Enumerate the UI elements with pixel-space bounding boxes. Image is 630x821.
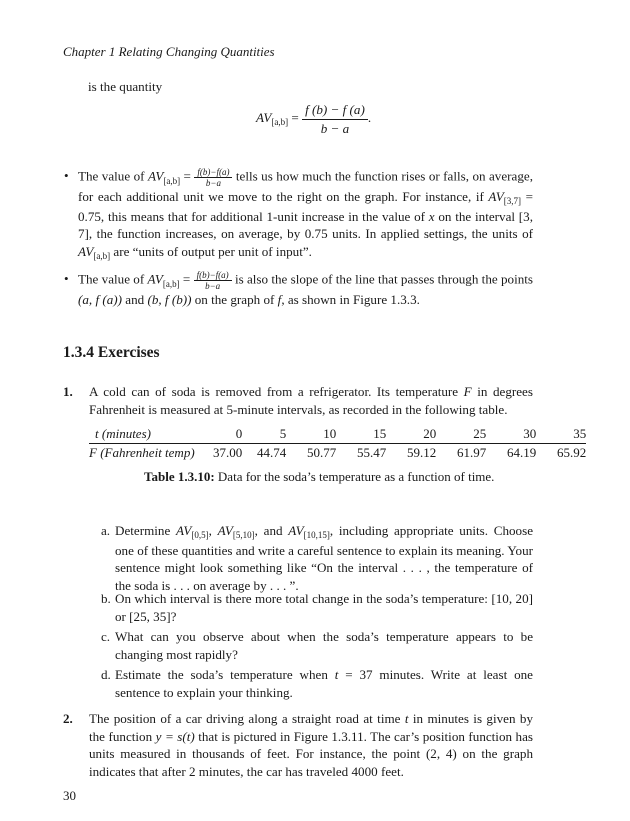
- part-label: a.: [101, 523, 111, 538]
- intro-text: is the quantity: [88, 79, 163, 94]
- exercise-part-c: [101, 628, 533, 663]
- part-text: Estimate the soda’s temperature when: [115, 667, 328, 682]
- av-symbol: AV: [288, 523, 304, 538]
- formula-lhs-sub: [a,b]: [271, 117, 289, 128]
- bullet-text: on the graph of: [194, 292, 275, 307]
- exercise-part-a: [101, 522, 534, 594]
- fraction-denominator: b−a: [205, 178, 221, 188]
- table-cell: 0: [213, 425, 242, 443]
- row-label-time: t (minutes): [89, 425, 213, 443]
- formula-denominator: b − a: [320, 120, 350, 136]
- section-heading: 1.3.4 Exercises: [63, 344, 160, 361]
- bullet-text: The value of: [78, 168, 145, 184]
- part-text: ,: [208, 523, 212, 538]
- point-a: (a, f (a)): [78, 292, 122, 307]
- exercise-text: The position of a car driving along a straight road at time: [89, 711, 401, 726]
- part-label: d.: [101, 667, 111, 682]
- av-subscript: [a,b]: [93, 250, 111, 261]
- part-text: , and: [254, 523, 283, 538]
- bullet-text: The value of: [78, 271, 145, 287]
- formula-equals: =: [291, 110, 299, 126]
- formula-numerator: f (b) − f (a): [302, 101, 368, 120]
- bullet-text: is also the slope of the line that passes through the points: [234, 271, 533, 287]
- bullet-text: are “units of output per unit of input”.: [113, 243, 312, 259]
- table-cell: 37.00: [213, 444, 243, 460]
- row-label-temp: [89, 443, 213, 461]
- av-symbol: AV: [488, 189, 504, 204]
- soda-temperature-table: [89, 425, 586, 461]
- table-cell: 61.97: [457, 444, 487, 460]
- bullet-text: on the interval [3, 7], the function increases, on average, by 0.75 units. In applied settings, the units of: [78, 208, 533, 242]
- av-subscript: [a,b]: [163, 175, 181, 186]
- exercise-part-d: [101, 666, 533, 701]
- av-symbol: AV: [147, 168, 164, 184]
- caption-text: Data for the soda’s temperature as a function of time.: [217, 469, 495, 484]
- av-symbol: AV: [147, 271, 163, 287]
- exercise-1: [63, 383, 533, 418]
- data-table: [89, 425, 586, 461]
- av-subscript: [0,5]: [191, 530, 209, 540]
- table-cell: 59.12: [407, 444, 437, 460]
- page-number: 30: [63, 788, 76, 803]
- table-cell: 44.74: [257, 444, 287, 460]
- table-cell: 10: [286, 425, 336, 443]
- table-cell: 25: [436, 425, 486, 443]
- variable-t: t: [334, 667, 339, 682]
- part-text: What can you observe about when the soda’s temperature appears to be changing most rapidly?: [115, 629, 533, 662]
- formula-period: .: [367, 110, 372, 126]
- table-row-time: [89, 425, 586, 443]
- inline-fraction: [194, 270, 232, 291]
- av-formula: [256, 101, 371, 137]
- fraction-denominator: b−a: [205, 281, 221, 291]
- row-label-text: F (Fahrenheit temp): [89, 444, 195, 460]
- bullet-text: , as shown in Figure 1.3.3.: [281, 292, 420, 307]
- variable-F: F: [463, 384, 472, 399]
- table-cell: 15: [336, 425, 386, 443]
- part-text: On which interval is there more total change in the soda’s temperature: [10, 20] or [25, 35]?: [115, 591, 533, 624]
- bullet-dot: •: [64, 168, 69, 183]
- table-cell: 64.19: [507, 444, 537, 460]
- exercise-text: in degrees Fahrenheit is measured at 5-minute intervals, as recorded in the following table.: [89, 384, 533, 417]
- variable-x: x: [428, 208, 435, 224]
- av-subscript: [5,10]: [232, 530, 255, 540]
- av-symbol: AV: [78, 243, 94, 259]
- part-text: , including appropriate units. Choose one of these quantities and write a careful sentence to explain its meaning. Your sentence might look something like “On the interval . . . , the temperature of the soda is . . . on average by . . . ”.: [115, 523, 534, 593]
- bullet-text: = 0.75, this means that for additional 1-unit increase in the value of: [78, 189, 533, 224]
- formula-fraction: [302, 101, 368, 137]
- equals-sign: =: [182, 271, 191, 287]
- av-subscript: [3,7]: [503, 196, 522, 206]
- bullet-text: tells us how much the function rises or falls, on average, for each additional unit we move to the right on the graph. For instance, if: [78, 168, 533, 204]
- av-subscript: [a,b]: [162, 278, 180, 289]
- part-text: = 37 minutes. Write at least one sentence to explain your thinking.: [115, 667, 533, 700]
- table-caption: [144, 468, 494, 486]
- function-notation: y = s(t): [155, 728, 195, 744]
- exercise-part-b: [101, 590, 533, 625]
- exercise-text: that is pictured in Figure 1.3.11. The car’s position function has units measured in thousands of feet. For instance, the point (2, 4) on the graph indicates that after 2 minutes, the car has traveled 4000 feet.: [89, 728, 533, 779]
- table-cell: 30: [486, 425, 536, 443]
- exercise-text: in minutes is given by the function: [89, 711, 533, 744]
- bullet-dot: •: [64, 271, 69, 286]
- inline-fraction: [194, 167, 232, 188]
- variable-t: t: [404, 711, 409, 726]
- part-text: Determine: [115, 523, 171, 538]
- exercise-number: 2.: [63, 711, 73, 726]
- function-f: f: [277, 292, 282, 307]
- fraction-numerator: f(b)−f(a): [194, 167, 232, 178]
- chapter-header: Chapter 1 Relating Changing Quantities: [63, 44, 275, 59]
- bullet-text: and: [125, 292, 145, 307]
- part-label: c.: [101, 629, 111, 644]
- av-subscript: [10,15]: [303, 530, 330, 540]
- formula-lhs: AV: [256, 110, 272, 126]
- table-cell: 20: [386, 425, 436, 443]
- av-symbol: AV: [175, 523, 192, 538]
- exercise-text: A cold can of soda is removed from a refrigerator. Its temperature: [89, 384, 459, 399]
- table-cell: 5: [242, 425, 286, 443]
- table-row-temp: [89, 443, 586, 461]
- point-b: (b, f (b)): [147, 292, 192, 307]
- part-label: b.: [101, 591, 111, 606]
- exercise-2: [63, 710, 533, 780]
- exercise-number: 1.: [63, 384, 73, 399]
- fraction-numerator: f(b)−f(a): [194, 270, 232, 281]
- bullet-average-rate: [64, 167, 533, 262]
- caption-label: Table 1.3.10:: [144, 469, 215, 484]
- equals-sign: =: [183, 168, 191, 184]
- table-cell: 50.77: [307, 444, 337, 460]
- table-cell: 65.92: [557, 444, 587, 460]
- av-symbol: AV: [217, 523, 233, 538]
- table-cell: 35: [536, 425, 586, 443]
- table-cell: 55.47: [357, 444, 387, 460]
- bullet-slope: [64, 270, 533, 309]
